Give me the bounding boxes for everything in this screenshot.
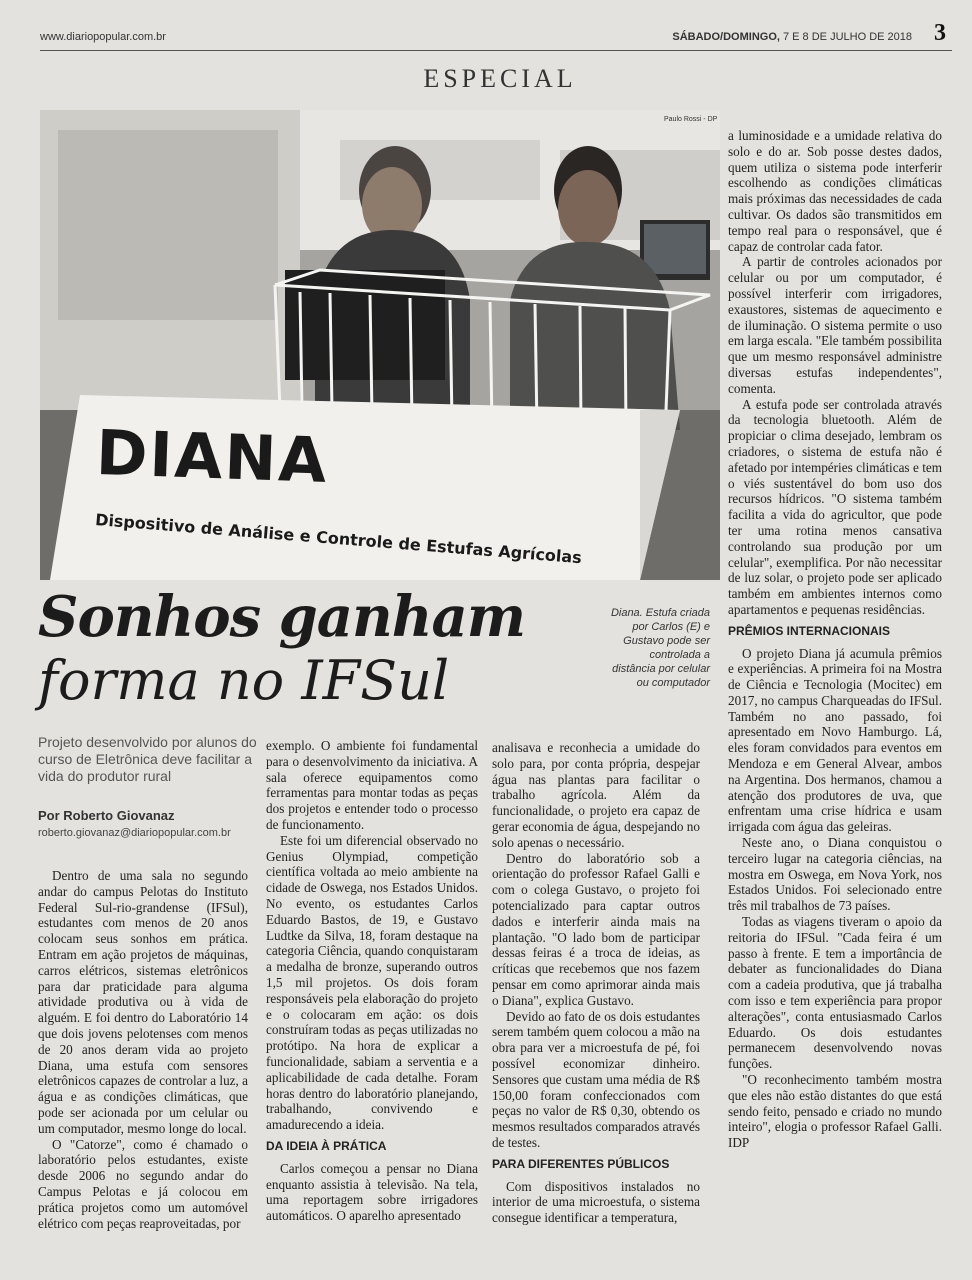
subheading: PARA DIFERENTES PÚBLICOS	[492, 1156, 670, 1171]
paragraph: A partir de controles acionados por celular ou por um computador, é possível interferir com irrigadores, exaustores, sistemas de aquecimento e de iluminação. O sistema permite o uso em larga escala. "Ele também possibilita que um mesmo responsável administre diversas estufas independentes", comenta.	[728, 254, 942, 396]
headline-line-2: forma no IFSul	[38, 649, 450, 712]
box-label-subtitle: Dispositivo de Análise e Controle de Estufas Agrícolas	[94, 510, 583, 568]
caption-line: ou computador	[636, 677, 710, 689]
article-column-3	[492, 740, 700, 1226]
photo-illustration	[40, 110, 720, 580]
caption-line: distância por celular	[612, 663, 710, 675]
article-column-1	[38, 868, 248, 1231]
headline-line-1: Sonhos ganham	[38, 584, 526, 650]
paragraph: Com dispositivos instalados no interior de uma microestufa, o sistema consegue identificar a temperatura,	[492, 1178, 700, 1226]
subheading: DA IDEIA À PRÁTICA	[266, 1138, 387, 1153]
paragraph: Devido ao fato de os dois estudantes serem também quem colocou a mão na obra para ver a microestufa de pé, foi possível economizar dinheiro. Sensores que custam uma média de R$ 150,00 foram confeccionados com peças no valor de R$ 0,30, obtendo os mesmos resultados comparados através de testes.	[492, 1008, 700, 1150]
article-column-4	[728, 128, 942, 1151]
page-number: 3	[934, 20, 946, 46]
main-photo	[40, 110, 720, 580]
photo-credit: Paulo Rossi - DP	[664, 116, 718, 123]
paragraph: Este foi um diferencial observado no Genius Olympiad, competição científica voltada ao meio ambiente na cidade de Oswega, nos Estados Unidos. No evento, os estudantes Carlos Eduardo Bastos, de 19, e Gustavo Ludtke da Silva, 18, foram destaque na categoria Ciência, quando conquistaram a medalha de bronze, superando outros 1,5 mil projetos. Os dois foram responsáveis pela elaboração do projeto e o colocaram em ação: os dois construíram todas as peças utilizadas no protótipo. Na hora de explicar a funcionalidade, sabiam a serventia e a aplicabilidade de cada detalhe. Foram horas dentro do laboratório planejando, trabalhando, convivendo e amadurecendo a ideia.	[266, 832, 478, 1133]
issue-date: SÁBADO/DOMINGO, 7 E 8 DE JULHO DE 2018	[672, 31, 912, 43]
paragraph: O "Catorze", como é chamado o laboratório pelos estudantes, existe desde 2006 no segundo andar do Campus Pelotas e já colocou em prática projetos como um automóvel elétrico com peças reaproveitadas, por	[38, 1136, 248, 1231]
caption-line: Gustavo pode ser	[623, 635, 710, 647]
paragraph: analisava e reconhecia a umidade do solo para, por conta própria, despejar água nas plantas para facilitar o trabalho agrícola. Além da funcionalidade, o projeto era capaz de gerar economia de água, despejando no solo apenas o necessário.	[492, 740, 700, 850]
paragraph: A estufa pode ser controlada através da tecnologia bluetooth. Além de propiciar o clima desejado, lembram os criadores, o sistema de estufa não é afetado por intempéries climáticas e tem o viés sustentável do bom uso dos recursos hídricos. "O sistema também facilita a vida do agricultor, que pode ter uma rotina menos cansativa controlando sua produção por um celular", exemplifica. Por não necessitar de luz solar, o projeto pode ser aplicado também em ambientes internos como apartamentos e pequenas residências.	[728, 396, 942, 617]
article-column-2	[266, 738, 478, 1224]
caption-line: Diana. Estufa criada	[610, 607, 710, 619]
caption-line: controlada a	[649, 649, 710, 661]
paragraph: "O reconhecimento também mostra que eles não estão distantes do que está sendo feito, pensado e criado no mundo inteiro", elogia o professor Rafael Galli. IDP	[728, 1072, 942, 1151]
paragraph: Dentro do laboratório sob a orientação do professor Rafael Galli e com o colega Gustavo, o projeto foi potencializado para captar outros dados e interferir ainda mais na plantação. "O lado bom de participar dessas feiras é a troca de ideias, as críticas que recebemos que nos fazem pensar em como aprimorar ainda mais o Diana", explica Gustavo.	[492, 850, 700, 1008]
paragraph: exemplo. O ambiente foi fundamental para o desenvolvimento da iniciativa. A sala oferece equipamentos como ferramentas para montar todas as peças dos projetos e entender todo o processo de funcionamento.	[266, 738, 478, 832]
paragraph: a luminosidade e a umidade relativa do solo e do ar. Sob posse destes dados, quem utiliza o sistema pode interferir escolhendo as condições climáticas mais próximas das necessidades de cada cultivar. Os dados são transmitidos em tempo real para o responsável, que é capaz de controlar cada fator.	[728, 128, 942, 254]
paragraph: Carlos começou a pensar no Diana enquanto assistia à televisão. Na tela, uma reportagem sobre irrigadores automáticos. O aparelho apresentado	[266, 1160, 478, 1224]
subheading: PRÊMIOS INTERNACIONAIS	[728, 623, 891, 638]
paragraph: O projeto Diana já acumula prêmios e experiências. A primeira foi na Mostra de Ciência e Tecnologia (Mocitec) em 2017, no campus Charqueadas do IFSul. Também no ano passado, foi apresentado em Novo Hamburgo. Lá, eles foram convidados para eventos em Mendoza e em General Alvear, ambos na Argentina. Dos hermanos, chamou a atenção dos produtores de uva, que enfrentam uma crise hídrica e usam irrigada com água das geleiras.	[728, 645, 942, 835]
site-url: www.diariopopular.com.br	[40, 31, 166, 43]
caption-line: por Carlos (E) e	[632, 621, 710, 633]
paragraph: Dentro de uma sala no segundo andar do campus Pelotas do Instituto Federal Sul-rio-grandense (IFSul), estudantes com menos de 20 anos colocam seus sonhos em prática. Entram em ação projetos de máquinas, carros elétricos, sistemas eletrônicos para dar praticidade para alguma atividade produtiva ou à vida de alguém. E foi dentro do Laboratório 14 que dois jovens pelotenses com menos de 20 anos deram vida ao projeto Diana, uma estufa com sensores eletrônicos capazes de controlar a luz, a água e as condições climáticas, que pode ser acionada por um celular ou um computador, mesmo longe do local.	[38, 868, 248, 1136]
box-label-title: DIANA	[94, 415, 330, 498]
headline	[38, 584, 578, 712]
section-title: ESPECIAL	[423, 64, 577, 93]
paragraph: Neste ano, o Diana conquistou o terceiro lugar na categoria ciências, na mostra em Oswega, em Nova York, nos Estados Unidos. Foi selecionado entre três mil trabalhos de 73 países.	[728, 835, 942, 914]
byline: Por Roberto Giovanaz	[38, 808, 175, 823]
subheadline: Projeto desenvolvido por alunos do curso de Eletrônica deve facilitar a vida do produtor rural	[38, 734, 257, 784]
page-header	[40, 20, 952, 51]
paragraph: Todas as viagens tiveram o apoio da reitoria do IFSul. "Cada feira é um passo à frente. E tem a importância de debater as funcionalidades do Diana com a cadeia produtiva, que já trabalha com isso e tem experiência para propor alterações", conta entusiasmado Carlos Eduardo. Os dois estudantes permanecem desenvolvendo novas funções.	[728, 914, 942, 1072]
photo-caption	[560, 606, 710, 690]
author-email: roberto.giovanaz@diariopopular.com.br	[38, 827, 231, 839]
